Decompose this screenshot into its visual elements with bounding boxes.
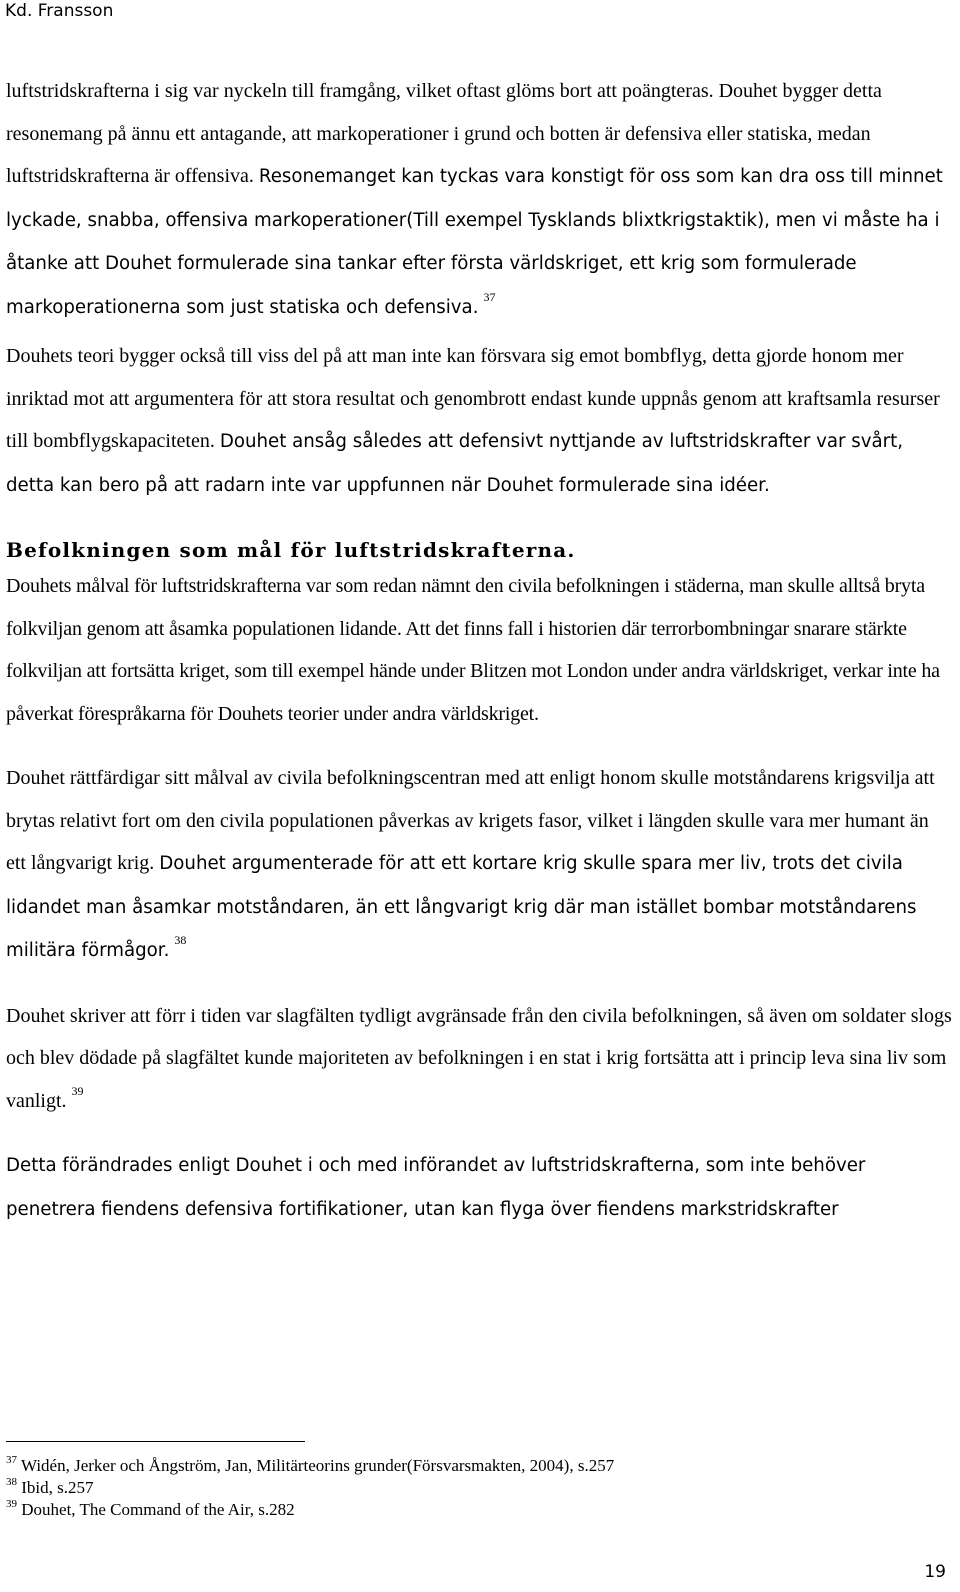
footnote-text: Widén, Jerker och Ångström, Jan, Militärteorins grunder(Försvarsmakten, 2004), s.257 (20, 1456, 615, 1475)
paragraph-2-serif: Douhets teori bygger också till viss del på att man inte kan försvara sig emot bombflyg, detta gjorde honom mer inriktad mot att argumentera för att stora resultat och genombrott endast kunde uppnås genom att kraftsamla resurser till bombflygskapaciteten. (6, 345, 940, 452)
running-header: Kd. Fransson (5, 1, 114, 21)
paragraph-2 (6, 335, 952, 507)
footnote-item (6, 1477, 906, 1499)
paragraph-5 (6, 995, 952, 1123)
paragraph-3-serif: Douhets målval för luftstridskrafterna var som redan nämnt den civila befolkningen i städerna, man skulle alltså bryta folkviljan genom att åsamka populationen lidande. (6, 575, 925, 640)
paragraph-1-sans: Resonemanget kan tyckas vara konstigt för oss som kan dra oss till minnet lyckade, snabba, offensiva markoperationer(Till exempel Tysklands blixtkrigstaktik), men vi måste ha i åtanke att Douhet formulerade sina tankar efter första världskriget, ett krig som formulerade markoperationerna som just statiska och defensiva. (6, 166, 943, 318)
paragraph-6-sans: Detta förändrades enligt Douhet i och med införandet av luftstridskrafterna, som inte behöver penetrera fiendens defensiva fortifikationer, utan kan flyga över fiendens markstridskrafter (6, 1155, 866, 1220)
footnote-ref-37[interactable]: 37 (483, 289, 496, 304)
footnote-separator (6, 1441, 305, 1442)
body-text (6, 70, 952, 1231)
paragraph-2-sans: Douhet ansåg således att defensivt nyttjande av luftstridskrafter var svårt, detta kan bero på att radarn inte var uppfunnen när Douhet formulerade sina idéer. (6, 431, 904, 496)
footnote-text: Douhet, The Command of the Air, s.282 (21, 1500, 295, 1519)
paragraph-1-serif: luftstridskrafterna i sig var nyckeln till framgång, vilket oftast glöms bort att poängteras. Douhet bygger detta resonemang på ännu ett antagande, att markoperationer i grund och botten är defensiva eller statiska, medan luftstridskrafterna är offensiva. (6, 80, 882, 187)
paragraph-3 (6, 565, 952, 735)
page-number: 19 (924, 1562, 946, 1582)
paragraph-4-sans: Douhet argumenterade för att ett kortare krig skulle spara mer liv, trots det civila lidandet man åsamkar motståndaren, än ett långvarigt krig där man istället bombar motståndarens militära förmågor. (6, 853, 917, 961)
paragraph-5-serif: Douhet skriver att förr i tiden var slagfälten tydligt avgränsade från den civila befolkningen, så även om soldater slogs och blev dödade på slagfältet kunde majoriteten av befolkningen i en stat i krig fortsätta att i princip leva sina liv som vanligt. (6, 1004, 952, 1112)
footnote-number: 39 (6, 1498, 17, 1510)
paragraph-4 (6, 757, 952, 973)
footnote-number: 38 (6, 1476, 17, 1488)
footnote-ref-38[interactable]: 38 (174, 933, 187, 947)
paragraph-1 (6, 70, 952, 329)
footnotes (6, 1455, 906, 1521)
paragraph-4-serif: Douhet rättfärdigar sitt målval av civila befolkningscentran med att enligt honom skulle motståndarens krigsvilja att brytas relativt fort om den civila populationen påverkas av krigets fasor, vilket i längden skulle vara mer humant än ett långvarigt krig. (6, 767, 935, 874)
footnote-ref-39[interactable]: 39 (71, 1083, 84, 1098)
section-heading: Befolkningen som mål för luftstridskrafterna. (6, 538, 576, 562)
paragraph-3-serif-2: Att det finns fall i historien där terrorbombningar snarare stärkte folkviljan att fortsätta kriget, som till exempel hände under Blitzen mot London under andra världskriget, verkar inte ha påverkat förespråkarna för Douhets teorier under andra världskriget. (6, 617, 940, 725)
footnote-number: 37 (6, 1454, 17, 1466)
paragraph-6 (6, 1144, 952, 1231)
footnote-item (6, 1455, 906, 1477)
footnote-text: Ibid, s.257 (21, 1478, 94, 1497)
footnote-item (6, 1499, 906, 1521)
